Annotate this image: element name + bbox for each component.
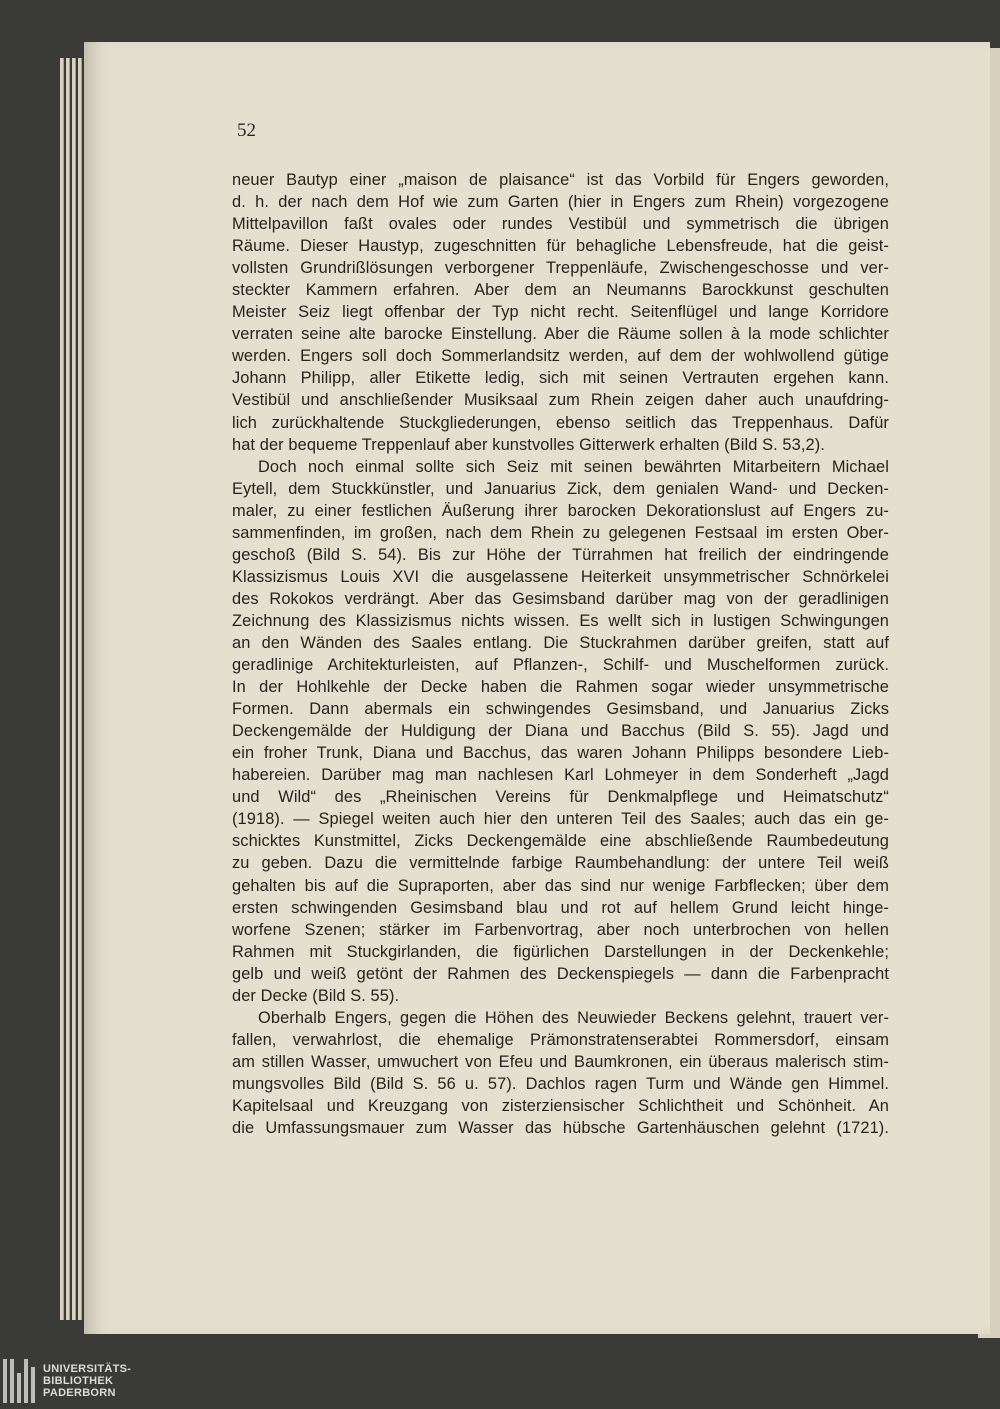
text-line: Räume. Dieser Haustyp, zugeschnitten für behagliche Lebensfreude, hat die geist- xyxy=(232,237,889,256)
text-line: Formen. Dann abermals ein schwingendes Gesimsband, und Januarius Zicks xyxy=(232,700,889,719)
text-line: zu geben. Dazu die vermittelnde farbige Raumbehandlung: der untere Teil weiß xyxy=(232,854,889,873)
text-line: habereien. Darüber mag man nachlesen Karl Lohmeyer in dem Sonderheft „Jagd xyxy=(232,766,889,785)
text-line: verraten seine alte barocke Einstellung. Aber die Räume sollen à la mode schlichter xyxy=(232,325,889,344)
text-line: Deckengemälde der Huldigung der Diana und Bacchus (Bild S. 55). Jagd und xyxy=(232,722,889,741)
logo-text xyxy=(43,1363,131,1399)
text-line: der Decke (Bild S. 55). xyxy=(232,986,400,1005)
text-line: vollsten Grundrißlösungen verborgener Treppenläufe, Zwischengeschosse und ver- xyxy=(232,259,889,278)
text-line: worfene Szenen; stärker im Farbenvortrag, aber noch unterbrochen von hellen xyxy=(232,920,889,939)
text-line: d. h. der nach dem Hof wie zum Garten (hier in Engers zum Rhein) vorgezogene xyxy=(232,193,889,212)
text-line: Meister Seiz liegt offenbar der Typ nicht recht. Seitenflügel und lange Korridore xyxy=(232,303,889,322)
text-line: Eytell, dem Stuckkünstler, und Januarius Zick, dem genialen Wand- und Decken- xyxy=(232,479,889,498)
text-line: Rahmen mit Stuckgirlanden, die figürlichen Darstellungen in der Deckenkehle; xyxy=(232,942,889,961)
text-line: ein froher Trunk, Diana und Bacchus, das waren Johann Philipps besondere Lieb- xyxy=(232,744,889,763)
book-page xyxy=(84,42,990,1334)
text-line: Doch noch einmal sollte sich Seiz mit seinen bewährten Mitarbeitern Michael xyxy=(258,457,889,476)
text-line: In der Hohlkehle der Decke haben die Rahmen sogar wieder unsymmetrische xyxy=(232,678,889,697)
text-line: ersten schwingenden Gesimsband blau und rot auf hellem Grund leicht hinge- xyxy=(232,898,889,917)
text-line: hat der bequeme Treppenlauf aber kunstvolles Gitterwerk erhalten (Bild S. 53,2). xyxy=(232,435,825,454)
text-line: Klassizismus Louis XVI die ausgelassene Heiterkeit unsymmetrischer Schnörkelei xyxy=(232,567,889,586)
text-line: des Rokokos verdrängt. Aber das Gesimsband darüber mag von der geradlinigen xyxy=(232,589,889,608)
text-line: Mittelpavillon faßt ovales oder rundes Vestibül und symmetrisch die übrigen xyxy=(232,215,889,234)
text-line: mungsvolles Bild (Bild S. 56 u. 57). Dachlos ragen Turm und Wände gen Himmel. xyxy=(232,1074,889,1093)
logo-line-1: UNIVERSITÄTS- xyxy=(43,1363,132,1375)
text-line: (1918). — Spiegel weiten auch hier den unteren Teil des Saales; auch das ein ge- xyxy=(232,810,889,829)
text-line: maler, zu einer festlichen Äußerung ihrer barocken Dekorationslust auf Engers zu- xyxy=(232,501,889,520)
text-line: am stillen Wasser, umwuchert von Efeu und Baumkronen, ein überaus malerisch stim- xyxy=(232,1052,889,1071)
text-line: an den Wänden des Saales entlang. Die Stuckrahmen darüber greifen, statt auf xyxy=(232,633,889,652)
logo-line-3: PADERBORN xyxy=(43,1387,116,1399)
text-line: werden. Engers soll doch Sommerlandsitz werden, auf dem der wohlwollend gütige xyxy=(232,347,889,366)
text-line: sammenfinden, im großen, nach dem Rhein zu gelegenen Festsaal im ersten Ober- xyxy=(232,523,889,542)
text-line: geradlinige Architekturleisten, auf Pflanzen-, Schilf- und Muschelformen zurück. xyxy=(232,656,889,675)
text-line: steckter Kammern erfahren. Aber dem an Neumanns Barockkunst geschulten xyxy=(232,281,889,300)
text-line: Kapitelsaal und Kreuzgang von zisterziensischer Schlichtheit und Schönheit. An xyxy=(232,1096,889,1115)
page-stack-edge xyxy=(66,58,70,1320)
page-stack-edge xyxy=(78,58,82,1320)
text-line: die Umfassungsmauer zum Wasser das hübsche Gartenhäuschen gelehnt (1721). xyxy=(232,1119,889,1138)
text-line: Vestibül und anschließender Musiksaal zum Rhein zeigen daher auch unaufdring- xyxy=(232,391,889,410)
logo-bars-icon xyxy=(3,1359,35,1403)
page-stack-edge xyxy=(72,58,76,1320)
page-number: 52 xyxy=(237,120,256,141)
logo-line-2: BIBLIOTHEK xyxy=(43,1375,114,1387)
text-line: schicktes Kunstmittel, Zicks Deckengemälde eine abschließende Raumbedeutung xyxy=(232,832,889,851)
body-text xyxy=(232,169,889,1139)
text-line: Johann Philipp, aller Etikette ledig, sich mit seinen Vertrauten ergehen kann. xyxy=(232,369,889,388)
page-stack-edge xyxy=(60,58,64,1320)
text-line: lich zurückhaltende Stuckgliederungen, ebenso seitlich das Treppenhaus. Dafür xyxy=(232,413,889,432)
text-line: gelb und weiß getönt der Rahmen des Deckenspiegels — dann die Farbenpracht xyxy=(232,964,889,983)
text-line: gehalten bis auf die Supraporten, aber das sind nur wenige Farbflecken; über dem xyxy=(232,876,889,895)
text-line: geschoß (Bild S. 54). Bis zur Höhe der Türrahmen hat freilich der eindringende xyxy=(232,545,889,564)
text-line: Zeichnung des Klassizismus nichts wissen. Es wellt sich in lustigen Schwingungen xyxy=(232,611,889,630)
text-line: und Wild“ des „Rheinischen Vereins für Denkmalpflege und Heimatschutz“ xyxy=(232,788,889,807)
library-logo xyxy=(3,1356,131,1406)
text-line: Oberhalb Engers, gegen die Höhen des Neuwieder Beckens gelehnt, trauert ver- xyxy=(258,1008,889,1027)
text-line: fallen, verwahrlost, die ehemalige Prämonstratenserabtei Rommersdorf, einsam xyxy=(232,1030,889,1049)
text-line: neuer Bautyp einer „maison de plaisance“ ist das Vorbild für Engers geworden, xyxy=(232,171,889,189)
